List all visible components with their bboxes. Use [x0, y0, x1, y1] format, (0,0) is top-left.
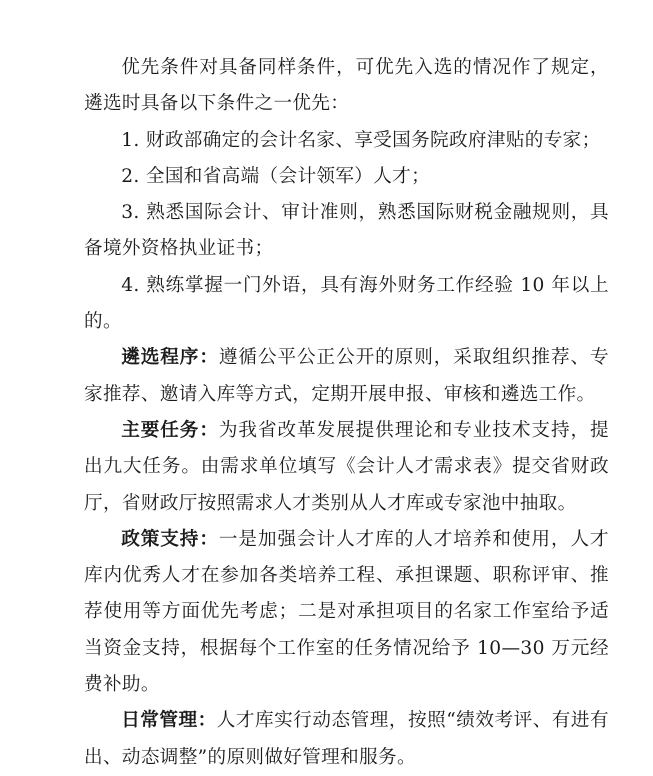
paragraph-text: 一是加强会计人才库的人才培养和使用，人才库内优秀人才在参加各类培养工程、承担课题、职称评审、推荐使用等方面优先考虑；二是对承担项目的名家工作室给予适当资金支持，根据每个工作室的任务情况给予 10—30 万元经费补助。	[84, 528, 609, 696]
paragraph-text: 优先条件对具备同样条件，可优先入选的情况作了规定，遴选时具备以下条件之一优先：	[84, 57, 609, 115]
paragraph-text: 4. 熟练掌握一门外语，具有海外财务工作经验 10 年以上的。	[84, 274, 609, 333]
document-body	[84, 50, 609, 776]
paragraph-priority-conditions	[84, 50, 609, 123]
section-label: 遴选程序：	[121, 347, 219, 369]
section-label: 主要任务：	[121, 419, 219, 441]
section-label: 政策支持：	[121, 528, 219, 550]
section-label: 日常管理：	[121, 710, 217, 732]
paragraph-text: 遵循公平公正公开的原则，采取组织推荐、专家推荐、邀请入库等方式，定期开展申报、审核和遴选工作。	[84, 347, 609, 405]
paragraph-main-tasks	[84, 413, 609, 522]
list-item-condition-3	[84, 195, 609, 268]
paragraph-text: 为我省改革发展提供理论和专业技术支持，提出九大任务。由需求单位填写《会计人才需求表》提交省财政厅，省财政厅按照需求人才类别从人才库或专家池中抽取。	[84, 419, 609, 514]
paragraph-text: 3. 熟悉国际会计、审计准则，熟悉国际财税金融规则，具备境外资格执业证书；	[84, 202, 609, 260]
paragraph-policy-support	[84, 522, 609, 703]
list-item-condition-4	[84, 268, 609, 341]
paragraph-text: 人才库实行动态管理，按照“绩效考评、有进有出、动态调整”的原则做好管理和服务。	[84, 710, 609, 768]
list-item-condition-2	[84, 159, 609, 195]
paragraph-text: 1. 财政部确定的会计名家、享受国务院政府津贴的专家；	[121, 129, 601, 151]
paragraph-selection-procedure	[84, 340, 609, 413]
paragraph-text: 2. 全国和省高端（会计领军）人才；	[121, 165, 431, 187]
paragraph-daily-management	[84, 703, 609, 776]
list-item-condition-1	[84, 123, 609, 159]
